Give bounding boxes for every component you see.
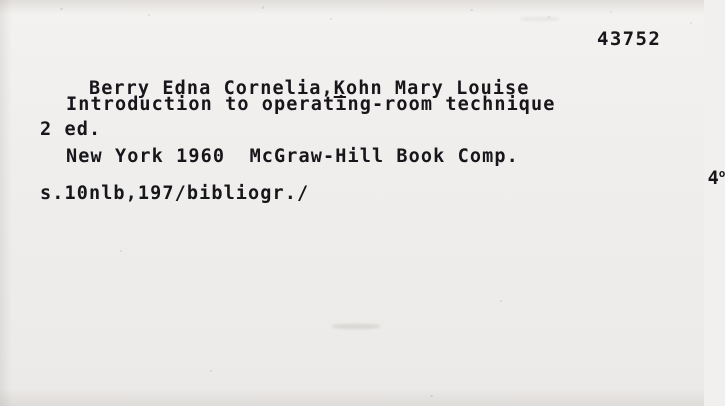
paper-speckle xyxy=(148,14,150,16)
catalog-number: 43752 xyxy=(597,28,662,50)
paper-speckle xyxy=(548,16,550,18)
author-secondary-rest: ohn Mary Louise xyxy=(345,78,530,99)
imprint-line: New York 1960 McGraw-Hill Book Comp. xyxy=(66,146,519,167)
format-size-superscript: o xyxy=(718,167,725,180)
title-line: Introduction to operating-room technique xyxy=(66,94,556,115)
author-primary: Berry Edna Cornelia, xyxy=(88,78,334,99)
paper-speckle xyxy=(210,370,212,372)
format-size-value: 4 xyxy=(707,168,719,190)
collation-line: s.10nlb,197/bibliogr./ xyxy=(40,183,310,204)
card-bottom-edge-shading xyxy=(0,388,704,406)
card-left-edge-shading xyxy=(0,0,12,406)
paper-speckle xyxy=(120,250,122,252)
edition-line: 2 ed. xyxy=(40,119,102,140)
paper-speckle xyxy=(330,18,332,20)
paper-speckle xyxy=(690,22,692,24)
paper-smudge xyxy=(332,324,380,329)
paper-smudge xyxy=(520,17,560,21)
paper-speckle xyxy=(500,300,502,302)
author-secondary-initial: K xyxy=(333,78,346,99)
format-size xyxy=(663,146,725,210)
card-top-edge-shading xyxy=(0,0,704,14)
